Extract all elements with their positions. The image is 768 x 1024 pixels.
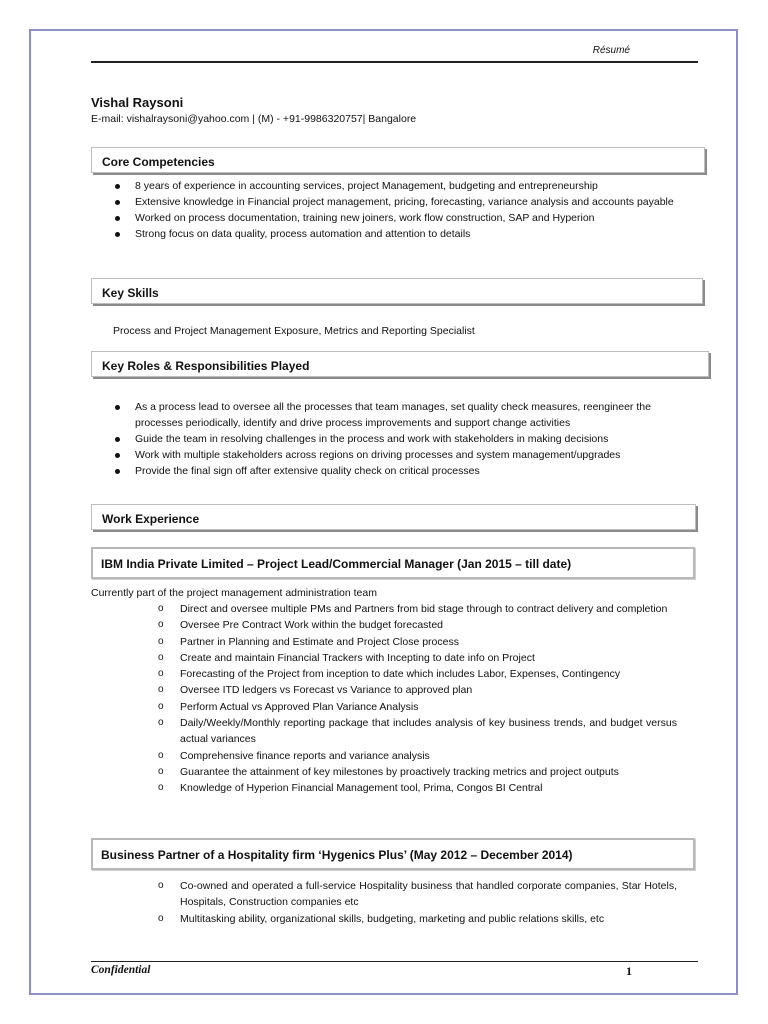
section-core-competencies: Core Competencies (91, 147, 705, 173)
header-rule (91, 61, 698, 63)
core-competencies-list (113, 178, 683, 242)
list-item: Extensive knowledge in Financial project management, pricing, forecasting, variance analysis and accounts payable (113, 194, 683, 210)
section-key-roles: Key Roles & Responsibilities Played (91, 351, 709, 377)
list-item: o Knowledge of Hyperion Financial Management tool, Prima, Congos BI Central (158, 780, 677, 796)
list-item: o Oversee Pre Contract Work within the budget forecasted (158, 617, 677, 633)
list-item: o Co-owned and operated a full-service Hospitality business that handled corporate companies, Star Hotels, Hospitals, Construction companies etc (158, 878, 677, 911)
job-title-ibm: IBM India Private Limited – Project Lead/Commercial Manager (Jan 2015 – till date) (91, 547, 695, 579)
list-item: o Direct and oversee multiple PMs and Partners from bid stage through to contract delivery and completion (158, 601, 677, 617)
list-item: o Guarantee the attainment of key milestones by proactively tracking metrics and project outputs (158, 764, 677, 780)
list-item: Strong focus on data quality, process automation and attention to details (113, 226, 683, 242)
list-item: Work with multiple stakeholders across regions on driving processes and system management/upgrades (113, 447, 683, 463)
list-item: Provide the final sign off after extensive quality check on critical processes (113, 463, 683, 479)
list-item: o Oversee ITD ledgers vs Forecast vs Variance to approved plan (158, 682, 677, 698)
footer-rule (91, 961, 698, 962)
ibm-duties-list (158, 601, 677, 797)
contact-line: E-mail: vishalraysoni@yahoo.com | (M) - +91-9986320757| Bangalore (91, 113, 417, 125)
list-item: o Perform Actual vs Approved Plan Variance Analysis (158, 699, 677, 715)
section-key-skills: Key Skills (91, 278, 703, 304)
job-title-hygenics: Business Partner of a Hospitality firm ‘Hygenics Plus’ (May 2012 – December 2014) (91, 838, 695, 870)
footer-confidential: Confidential (91, 964, 151, 976)
list-item: o Forecasting of the Project from inception to date which includes Labor, Expenses, Contingency (158, 666, 677, 682)
key-skills-text: Process and Project Management Exposure, Metrics and Reporting Specialist (113, 325, 475, 337)
list-item: o Create and maintain Financial Trackers with Incepting to date info on Project (158, 650, 677, 666)
list-item: Worked on process documentation, training new joiners, work flow construction, SAP and Hyperion (113, 210, 683, 226)
candidate-name: Vishal Raysoni (91, 95, 184, 110)
list-item: o Partner in Planning and Estimate and Project Close process (158, 634, 677, 650)
list-item: o Daily/Weekly/Monthly reporting package that includes analysis of key business trends, and budget versus actual variances (158, 715, 677, 748)
section-work-experience: Work Experience (91, 504, 696, 530)
job-intro-ibm: Currently part of the project management administration team (91, 587, 377, 599)
list-item: 8 years of experience in accounting services, project Management, budgeting and entrepreneurship (113, 178, 683, 194)
list-item: o Multitasking ability, organizational skills, budgeting, marketing and public relations skills, etc (158, 911, 677, 927)
key-roles-list (113, 399, 683, 479)
list-item: Guide the team in resolving challenges in the process and work with stakeholders in making decisions (113, 431, 683, 447)
hygenics-duties-list (158, 878, 677, 927)
footer-page-number: 1 (626, 964, 632, 978)
header-resume-label: Résumé (592, 45, 630, 56)
list-item: As a process lead to oversee all the processes that team manages, set quality check measures, reengineer the processes periodically, identify and drive process improvements and support change activities (113, 399, 683, 431)
list-item: o Comprehensive finance reports and variance analysis (158, 748, 677, 764)
